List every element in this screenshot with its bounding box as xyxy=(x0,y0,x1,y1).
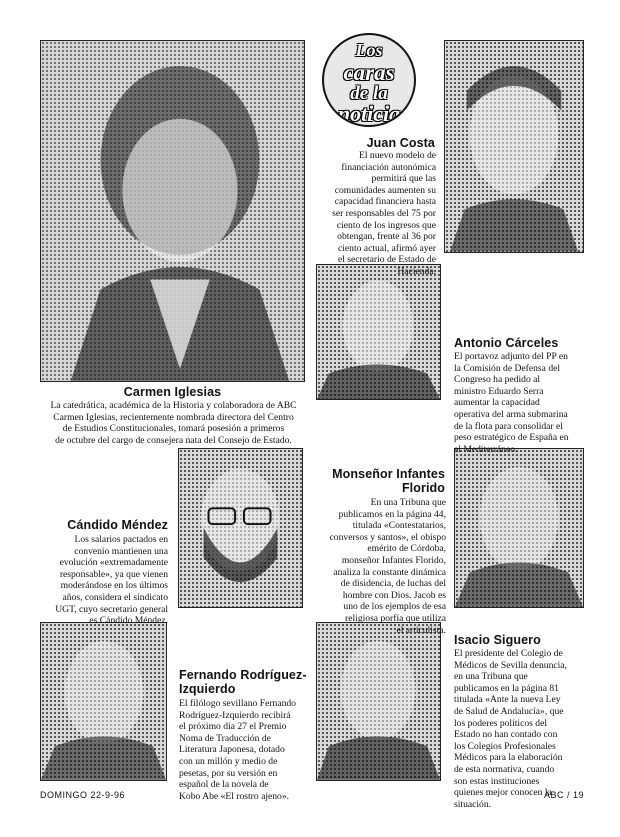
text-line: de la flota para consolidar el xyxy=(454,420,563,432)
text-line: Hacienda. xyxy=(397,265,436,277)
portrait-man-illustration xyxy=(317,265,440,399)
text-line: Médicos para la elaboración xyxy=(454,752,563,764)
text-line: obtengan, frente al 36 por xyxy=(337,231,436,243)
text-line: publicamos en la página 81 xyxy=(454,682,559,694)
photo-juan-costa xyxy=(444,40,584,253)
photo-carmen-iglesias xyxy=(40,40,305,382)
photo-fernando-rodriguez xyxy=(40,622,167,781)
text-candido-mendez xyxy=(30,534,168,627)
portrait-man-illustration xyxy=(445,41,583,252)
text-line: el secretario de Estado de xyxy=(337,254,436,266)
portrait-woman-illustration xyxy=(41,41,304,381)
photo-infantes-florido xyxy=(454,448,584,608)
text-line: La catedrática, académica de la Historia y colaboradora de ABC xyxy=(50,400,297,411)
text-line: emérito de Córdoba, xyxy=(367,543,446,555)
text-line: la Comisión de Defensa del xyxy=(454,362,561,374)
text-line: Rodríguez-Izquierdo recibirá xyxy=(179,709,291,721)
portrait-man-illustration xyxy=(317,623,440,780)
text-line: ministro Eduardo Serra xyxy=(454,385,544,397)
text-antonio-carceles xyxy=(454,351,594,455)
text-line: en una Tribuna que xyxy=(454,671,528,683)
text-fernando-rodriguez-izquierdo xyxy=(179,698,314,802)
text-line: Noma de Traducción de xyxy=(179,732,271,744)
name-isacio-siguero: Isacio Siguero xyxy=(454,633,541,647)
photo-isacio-siguero xyxy=(316,622,441,781)
text-line: los Colegios Profesionales xyxy=(454,740,556,752)
text-line: con un millón y medio de xyxy=(179,755,278,767)
name-line: Florido xyxy=(401,481,445,496)
text-line: El filólogo sevillano Fernando xyxy=(179,698,296,709)
badge-line-1: Los xyxy=(355,40,383,60)
text-line: los poderes políticos del xyxy=(454,717,547,729)
footer-page-number: ABC / 19 xyxy=(543,790,584,800)
text-line: Carmen Iglesias, recientemente nombrada directora del Centro xyxy=(53,411,294,423)
name-infantes-florido xyxy=(310,467,445,496)
text-line: de esta normativa, cuando xyxy=(454,763,555,775)
text-line: situación. xyxy=(454,798,492,810)
text-juan-costa xyxy=(310,150,436,278)
name-candido-mendez: Cándido Méndez xyxy=(67,518,168,532)
text-line: hombre con Dios. Jacob es xyxy=(342,589,446,601)
text-line: años, considera el sindicato xyxy=(62,591,168,603)
text-line: En una Tribuna que xyxy=(370,497,446,508)
text-line: español de la novela de xyxy=(179,779,269,791)
portrait-man-illustration xyxy=(41,623,166,780)
text-line: uno de los ejemplos de esa xyxy=(343,601,446,613)
text-line: el Mediterráneo. xyxy=(454,443,518,455)
text-line: es Cándido Méndez. xyxy=(89,615,168,627)
name-line: Fernando Rodríguez- xyxy=(179,668,307,682)
text-line: analiza la constante dinámica xyxy=(333,566,446,578)
text-line: UGT, cuyo secretario general xyxy=(55,603,168,615)
text-line: ser responsables del 75 por xyxy=(332,207,436,219)
photo-candido-mendez xyxy=(178,448,303,608)
text-line: ciento actual, afirmó ayer xyxy=(337,242,436,254)
badge-line-3: de la xyxy=(350,83,388,104)
text-line: Literatura Japonesa, dotado xyxy=(179,744,285,756)
name-fernando-rodriguez-izquierdo xyxy=(179,668,309,697)
photo-antonio-carceles xyxy=(316,264,441,400)
text-line: titulada «Ante la nueva Ley xyxy=(454,694,561,706)
text-line: operativa del arma submarina xyxy=(454,408,568,420)
name-antonio-carceles: Antonio Cárceles xyxy=(454,336,559,350)
text-line: capacidad financiera hasta xyxy=(334,196,436,208)
text-line: evolución «extremadamente xyxy=(59,557,168,569)
name-carmen-iglesias: Carmen Iglesias xyxy=(123,385,222,399)
footer-date: DOMINGO 22-9-96 xyxy=(40,790,126,800)
text-line: Médicos de Sevilla denuncia, xyxy=(454,659,567,671)
text-line: ciento de los ingresos que xyxy=(336,219,436,231)
text-line: peso estratégico de España en xyxy=(454,432,569,444)
text-line: de octubre del cargo de consejera nata del Consejo de Estado. xyxy=(55,434,292,446)
text-line: permitirá que las xyxy=(371,173,436,185)
text-line: Los salarios pactados en xyxy=(74,534,168,545)
name-juan-costa: Juan Costa xyxy=(366,136,435,150)
text-line: pesetas, por su versión en xyxy=(179,767,278,779)
text-line: El nuevo modelo de xyxy=(359,150,436,161)
text-line: de Estudios Constitucionales, tomará posesión a primeros xyxy=(62,423,285,435)
text-line: aumentar la capacidad xyxy=(454,397,540,409)
text-carmen-iglesias xyxy=(36,400,311,446)
portrait-bearded-man-illustration xyxy=(179,449,302,607)
name-line: Izquierdo xyxy=(179,682,236,697)
badge-line-2: caras xyxy=(343,60,395,85)
text-line: El portavoz adjunto del PP en xyxy=(454,351,568,362)
text-line: moderándose en los últimos xyxy=(60,580,168,592)
text-line: son estas instituciones xyxy=(454,775,540,787)
caras-de-la-noticia-badge xyxy=(322,33,416,127)
text-line: el próximo día 27 el Premio xyxy=(179,721,287,733)
text-line: de disidencia, de luchas del xyxy=(340,578,446,590)
text-line: monseñor Infantes Florido, xyxy=(341,554,446,566)
text-line: publicamos en la página 44, xyxy=(338,508,446,520)
text-line: Estado no han contado con xyxy=(454,729,558,741)
text-line: responsable», ya que vienen xyxy=(59,568,168,580)
text-line: Congreso ha pedido al xyxy=(454,374,541,386)
text-isacio-siguero xyxy=(454,648,594,810)
text-line: Kobo Abe «El rostro ajeno». xyxy=(179,790,290,802)
text-infantes-florido xyxy=(306,497,446,636)
text-line: conversos y santos», el obispo xyxy=(329,531,446,543)
text-line: quienes mejor conocen la xyxy=(454,787,552,799)
text-line: el articulista. xyxy=(396,624,446,636)
text-line: titulada «Contestatarios, xyxy=(352,520,446,532)
portrait-elderly-man-illustration xyxy=(455,449,583,607)
text-line: religiosa porfía que utiliza xyxy=(345,612,446,624)
badge-line-4: noticia xyxy=(337,101,401,126)
text-line: convenio mantienen una xyxy=(74,545,168,557)
name-line: Monseñor Infantes xyxy=(332,467,445,481)
text-line: comunidades aumenten su xyxy=(334,184,436,196)
text-line: financiación autonómica xyxy=(341,161,436,173)
text-line: El presidente del Colegio de xyxy=(454,648,563,659)
text-line: de Salud de Andalucía», que xyxy=(454,705,564,717)
